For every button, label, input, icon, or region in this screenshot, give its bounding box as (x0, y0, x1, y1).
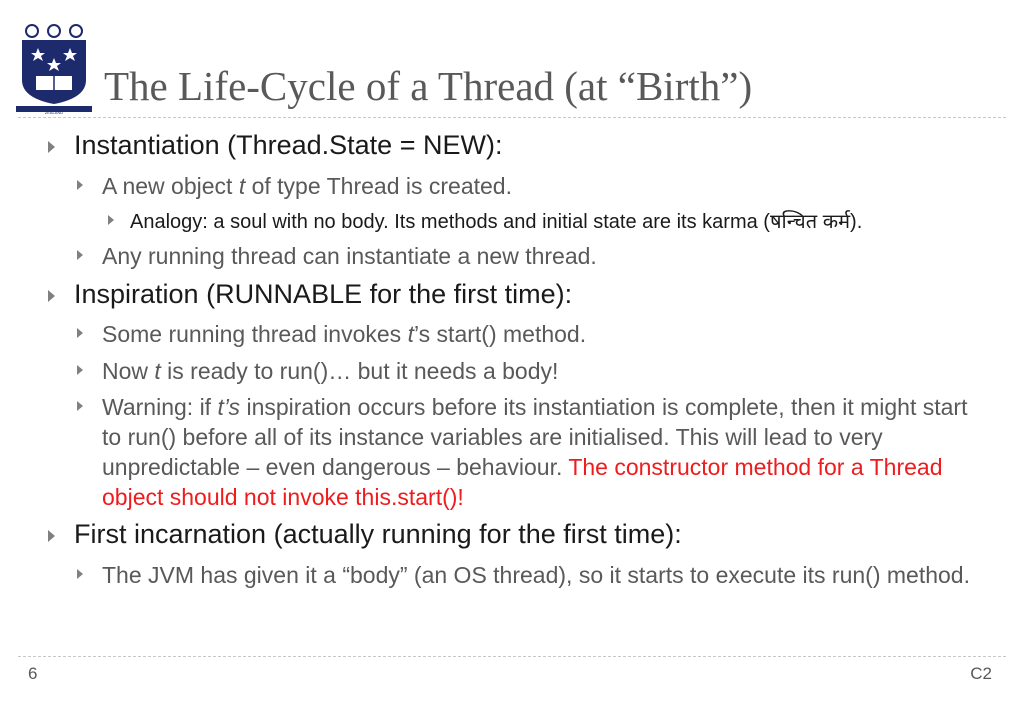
bullet-ready-to-run: Now t is ready to run()… but it needs a body! (102, 358, 559, 384)
warning-constructor-note: The constructor method for a Thread object should not invoke this.start()! (102, 454, 943, 510)
slide-number: 6 (28, 664, 38, 683)
bullet-arrow-icon (77, 569, 83, 579)
bullet-start-method: Some running thread invokes t’s start() method. (102, 321, 587, 347)
bullet-instantiation: Instantiation (Thread.State = NEW): (74, 130, 503, 160)
bullet-arrow-icon (108, 215, 114, 225)
bullet-arrow-icon (77, 180, 83, 190)
logo-caption: THE UNIVERSITY OF AUCKLAND NEW ZEALAND (17, 105, 91, 115)
bullet-arrow-icon (77, 328, 83, 338)
bullet-arrow-icon (48, 290, 55, 302)
university-crest-logo (16, 22, 92, 112)
bullet-analogy: Analogy: a soul with no body. Its methods and initial state are its karma (षन्चित कर्म). (130, 211, 863, 233)
bullet-arrow-icon (48, 141, 55, 153)
bullet-arrow-icon (77, 365, 83, 375)
bullet-new-object: A new object t of type Thread is created. (102, 173, 512, 199)
bullet-any-running-thread: Any running thread can instantiate a new thread. (102, 243, 597, 269)
bullet-jvm-body: The JVM has given it a “body” (an OS thread), so it starts to execute its run() method. (102, 562, 970, 588)
bullet-arrow-icon (77, 250, 83, 260)
footer-divider (18, 656, 1006, 657)
crest-shield (22, 40, 86, 104)
title-divider (18, 117, 1006, 118)
bullet-warning: Warning: if t’s inspiration occurs before its instantiation is complete, then it might start to run() before all of its instance variables are initialised. This will lead to very unpredictable – even dangerous – behaviour. The constructor method for a Thread object should not invoke this.start()! (102, 394, 968, 510)
bullet-inspiration: Inspiration (RUNNABLE for the first time): (74, 279, 573, 309)
bullet-arrow-icon (48, 530, 55, 542)
slide-title: The Life-Cycle of a Thread (at “Birth”) (104, 63, 753, 109)
bullet-first-incarnation: First incarnation (actually running for the first time): (74, 519, 682, 549)
bullet-arrow-icon (77, 401, 83, 411)
footer-tag: C2 (970, 664, 992, 683)
